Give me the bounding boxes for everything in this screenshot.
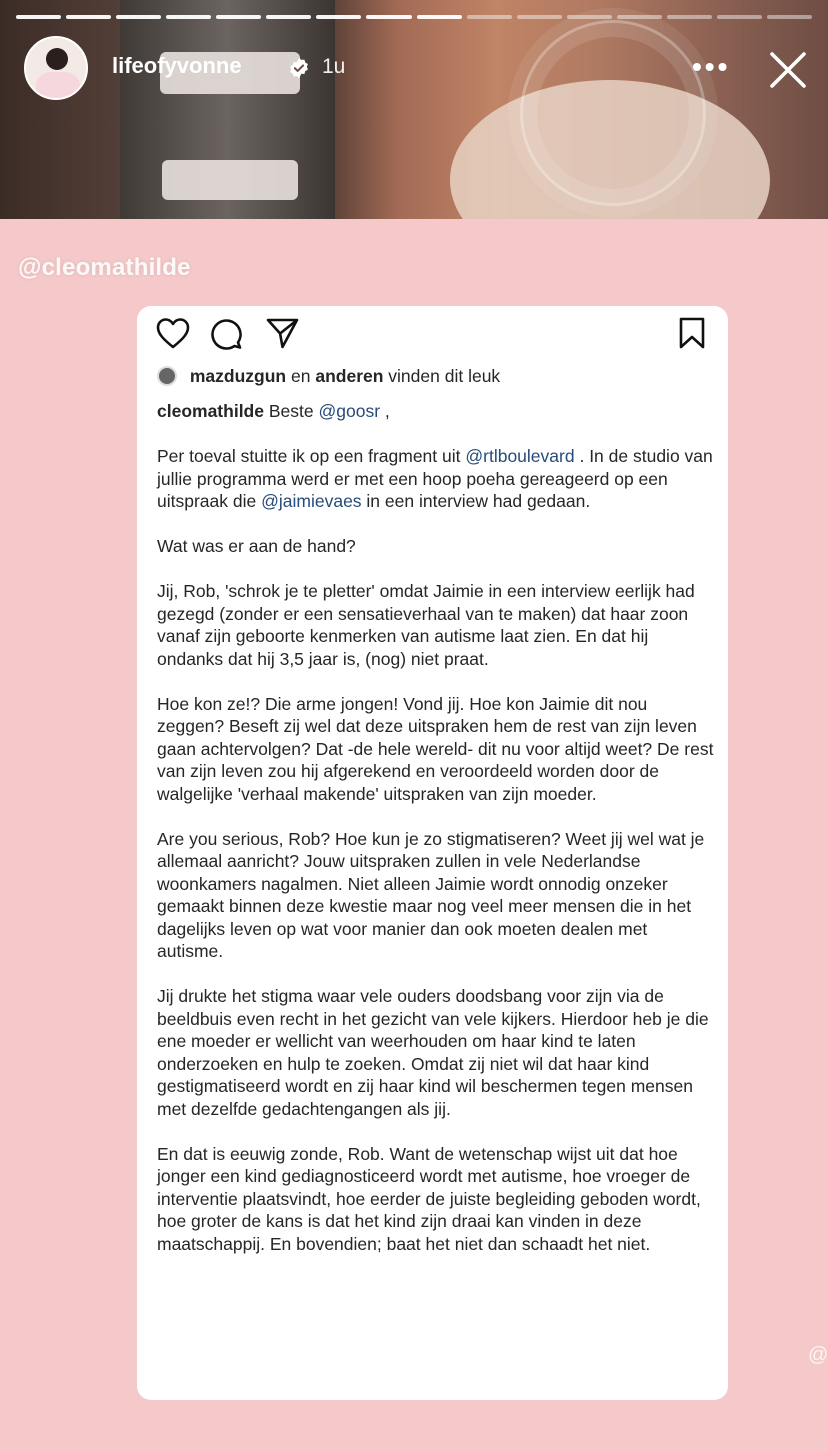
story-background-photo — [0, 0, 828, 219]
avatar-shirt — [36, 72, 80, 100]
share-icon — [265, 316, 301, 350]
caption-paragraph: Hoe kon ze!? Die arme jongen! Vond jij. Hoe kon Jaimie dit nou zeggen? Beseft zij wel dat deze uitspraken hem de rest van zijn leven gaan achtervolgen? Dat -de hele wereld- dit nu voor altijd weet? De rest van zijn leven zou hij afgerekend en veroordeeld worden door de walgelijke 'verhaal makende' uitspraken van zijn moeder. — [157, 693, 714, 804]
liker-username: mazduzgun — [189, 366, 287, 386]
caption-paragraph: Are you serious, Rob? Hoe kun je zo stigmatiseren? Weet jij wel wat je allemaal aanricht? Jouw uitspraken zullen in vele Nederlandse woonkamers nagalmen. Niet alleen Jaimie wordt onnodig onzeker gemaakt binnen deze kwestie maar nog veel meer mensen die in het dagelijks leven op wat voor manier dan ook moeten dealen met autisme. — [157, 828, 705, 961]
username[interactable]: lifeofyvonne — [112, 53, 242, 78]
close-icon[interactable] — [766, 48, 810, 92]
greeting-end: , — [384, 401, 390, 421]
more-options-button[interactable]: ••• — [692, 51, 731, 82]
avatar[interactable] — [24, 36, 88, 100]
likes-suffix: vinden dit leuk — [388, 366, 501, 386]
likes-line — [157, 366, 500, 387]
liker-avatar — [157, 366, 177, 386]
progress-segment — [467, 15, 512, 19]
heart-icon — [155, 316, 191, 350]
mention-link: @jaimievaes — [261, 491, 362, 511]
time-ago: 1u — [322, 55, 346, 78]
story-header — [24, 36, 814, 100]
avatar-face — [46, 48, 68, 70]
caption-paragraph: Wat was er aan de hand? — [157, 536, 356, 556]
progress-segment — [266, 15, 311, 19]
progress-segment — [417, 15, 462, 19]
photo-light — [162, 160, 298, 200]
progress-segment — [517, 15, 562, 19]
progress-segment — [216, 15, 261, 19]
post-actions — [155, 316, 710, 356]
progress-segment — [717, 15, 762, 19]
mention-sticker[interactable]: @cleomathilde — [18, 254, 191, 281]
post-screenshot — [137, 306, 728, 1400]
caption-paragraph: En dat is eeuwig zonde, Rob. Want de wetenschap wijst uit dat hoe jonger een kind gediagnosticeerd wordt met autisme, hoe vroeger de interventie plaatsvindt, hoe eerder de juiste begleiding geboden wordt, hoe groter de kans is dat het kind zijn draai kan vinden in deze maatschappij. En bovendien; baat het niet dan schaadt het niet. — [157, 1143, 701, 1254]
caption-paragraph — [157, 445, 717, 513]
progress-segment — [617, 15, 662, 19]
caption-text: . In de studio van jullie programma werd er met een hoop poeha gereageerd op een uitspraak die — [157, 446, 713, 511]
verified-badge-icon — [288, 57, 310, 79]
progress-segment — [667, 15, 712, 19]
progress-segment — [66, 15, 111, 19]
mention-link: @goosr — [318, 401, 381, 421]
caption-paragraph: Jij, Rob, 'schrok je te pletter' omdat Jaimie in een interview eerlijk had gezegd (zonder er een sensatieverhaal van te maken) dat haar zoon vanaf zijn geboorte kenmerken van autisme laat zien. En dat hij ondanks dat hij 3,5 jaar is, (nog) niet praat. — [157, 581, 695, 669]
caption-greeting — [157, 400, 717, 423]
mention-link: @rtlboulevard — [465, 446, 575, 466]
greeting-text: Beste — [268, 401, 314, 421]
comment-icon — [209, 316, 243, 350]
story-progress-bar — [16, 15, 812, 19]
progress-segment — [567, 15, 612, 19]
caption-author: cleomathilde — [157, 401, 264, 421]
likes-connector: en — [291, 366, 311, 386]
caption-paragraph: Jij drukte het stigma waar vele ouders doodsbang voor zijn via de beeldbuis even recht in het gezicht van vele kijkers. Hierdoor heb je die ene moeder er wellicht van weerhouden om haar kind te laten onderzoeken en hulp te zoeken. Omdat zij niet wil dat haar kind gestigmatiseerd wordt en zij haar kind wil beschermen tegen mensen met dezelfde gedachtengangen als jij. — [157, 986, 709, 1119]
post-caption — [157, 400, 717, 1278]
progress-segment — [366, 15, 411, 19]
caption-text: Per toeval stuitte ik op een fragment uit — [157, 446, 461, 466]
likes-others: anderen — [315, 366, 384, 386]
bookmark-icon — [677, 316, 707, 350]
progress-segment — [767, 15, 812, 19]
progress-segment — [166, 15, 211, 19]
partial-sticker: @ — [808, 1344, 828, 1366]
progress-segment — [316, 15, 361, 19]
progress-segment — [16, 15, 61, 19]
caption-text: in een interview had gedaan. — [366, 491, 591, 511]
progress-segment — [116, 15, 161, 19]
